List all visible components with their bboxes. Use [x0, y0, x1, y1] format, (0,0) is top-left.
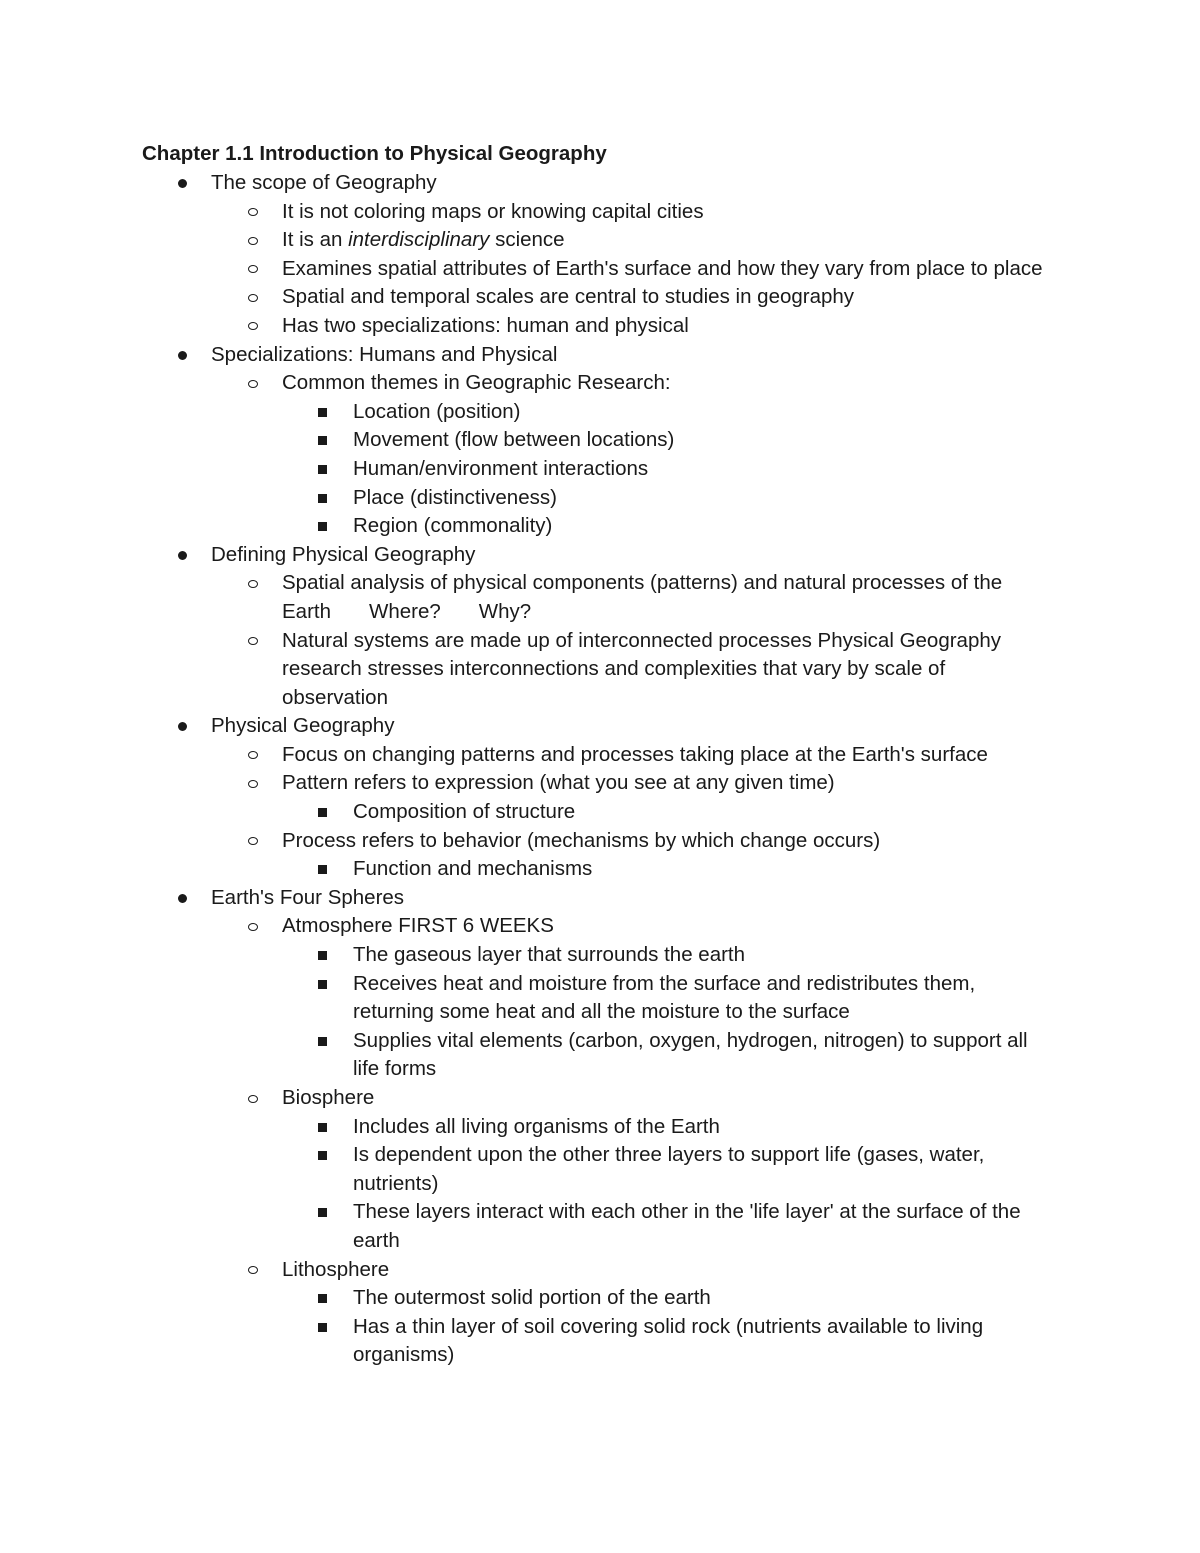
list-item [0, 455, 1058, 484]
item-text: The gaseous layer that surrounds the earth [353, 943, 746, 967]
item-text: Pattern refers to expression (what you see at any given time) [282, 771, 835, 795]
bullet-circle-icon [248, 369, 258, 398]
list-item [0, 369, 1056, 398]
list-item [0, 1027, 1058, 1084]
bullet-square-icon [318, 1113, 327, 1142]
item-text: Defining Physical Geography [211, 542, 476, 566]
bullet-disc-icon [178, 541, 187, 570]
bullet-square-icon [318, 398, 327, 427]
item-text-suffix: science [489, 228, 565, 252]
item-text: Lithosphere [282, 1257, 390, 1281]
bullet-square-icon [318, 484, 327, 513]
outline [0, 169, 1200, 1370]
item-text-prefix: It is an [282, 228, 349, 252]
bullet-disc-icon [178, 884, 187, 913]
bullet-square-icon [318, 1284, 327, 1313]
item-text: Has two specializations: human and physical [282, 313, 689, 337]
list-item [0, 512, 1058, 541]
list-item [0, 283, 1056, 312]
bullet-square-icon [318, 1141, 327, 1170]
bullet-square-icon [318, 1027, 327, 1056]
item-text: Atmosphere FIRST 6 WEEKS [282, 914, 554, 938]
bullet-square-icon [318, 970, 327, 999]
list-item [0, 569, 1056, 626]
item-text: Biosphere [282, 1086, 375, 1109]
bullet-disc-icon [178, 169, 187, 198]
list-item [0, 255, 1056, 284]
bullet-circle-icon [248, 1256, 258, 1285]
bullet-circle-icon [248, 255, 258, 284]
bullet-circle-icon [248, 827, 258, 856]
item-text: These layers interact with each other in the 'life layer' at the surface of the earth [353, 1200, 1021, 1252]
item-text: Has a thin layer of soil covering solid rock (nutrients available to living organisms) [353, 1314, 984, 1367]
bullet-circle-icon [248, 769, 258, 798]
list-item [0, 198, 1056, 227]
bullet-circle-icon [248, 741, 258, 770]
item-text: The outermost solid portion of the earth [353, 1286, 711, 1310]
bullet-circle-icon [248, 627, 258, 656]
list-item [0, 169, 1056, 198]
list-item [0, 1313, 1058, 1370]
bullet-square-icon [318, 855, 327, 884]
item-text: Spatial and temporal scales are central to studies in geography [282, 285, 855, 309]
item-text: Place (distinctiveness) [353, 485, 557, 509]
item-text: Location (position) [353, 399, 521, 423]
list-item [0, 627, 1056, 713]
list-item [0, 226, 1056, 255]
item-text: Is dependent upon the other three layers to support life (gases, water, nutrients) [353, 1143, 985, 1195]
bullet-circle-icon [248, 283, 258, 312]
list-item [0, 1113, 1058, 1142]
item-text: Spatial analysis of physical components (patterns) and natural processes of the Earth [282, 571, 1003, 623]
bullet-circle-icon [248, 569, 258, 598]
list-item [0, 1198, 1058, 1255]
item-text: Human/environment interactions [353, 456, 649, 480]
item-text: Examines spatial attributes of Earth's surface and how they vary from place to place [282, 256, 1043, 280]
item-text: The scope of Geography [211, 171, 437, 194]
bullet-square-icon [318, 455, 327, 484]
list-item [0, 741, 1056, 770]
item-text: Movement (flow between locations) [353, 428, 675, 452]
list-item [0, 941, 1058, 970]
list-item [0, 341, 1056, 370]
item-text: Region (commonality) [353, 514, 553, 538]
page-title: Chapter 1.1 Introduction to Physical Geography [142, 142, 607, 165]
why-question: Why? [478, 599, 532, 623]
bullet-circle-icon [248, 312, 258, 341]
emphasis-text: interdisciplinary [348, 228, 490, 252]
list-item [0, 769, 1056, 798]
list-item [0, 970, 1058, 1027]
list-item [0, 855, 1058, 884]
item-text: Function and mechanisms [353, 857, 593, 881]
item-text: Natural systems are made up of interconnected processes Physical Geography research stresses interconnections and complexities that vary by scale of observation [282, 628, 1002, 709]
list-item [0, 1256, 1056, 1285]
bullet-circle-icon [248, 912, 258, 941]
where-question: Where? [369, 599, 441, 623]
list-item [0, 798, 1058, 827]
bullet-circle-icon [248, 226, 258, 255]
item-text: Includes all living organisms of the Earth [353, 1114, 720, 1138]
bullet-square-icon [318, 512, 327, 541]
bullet-circle-icon [248, 1084, 258, 1113]
list-item [0, 912, 1056, 941]
item-text: Receives heat and moisture from the surface and redistributes them, returning some heat and all the moisture to the surface [353, 971, 976, 1024]
list-item [0, 398, 1058, 427]
list-item [0, 484, 1058, 513]
bullet-square-icon [318, 1313, 327, 1342]
item-text: Common themes in Geographic Research: [282, 371, 671, 395]
list-item [0, 541, 1056, 570]
item-text: Composition of structure [353, 800, 576, 824]
item-text: It is not coloring maps or knowing capital cities [282, 199, 704, 223]
item-text: Process refers to behavior (mechanisms by which change occurs) [282, 828, 881, 852]
bullet-square-icon [318, 798, 327, 827]
bullet-disc-icon [178, 341, 187, 370]
list-item [0, 1284, 1058, 1313]
list-item [0, 1084, 1056, 1113]
bullet-square-icon [318, 941, 327, 970]
list-item [0, 884, 1056, 913]
list-item [0, 426, 1058, 455]
list-item [0, 312, 1056, 341]
list-item [0, 712, 1056, 741]
bullet-disc-icon [178, 712, 187, 741]
item-text: Supplies vital elements (carbon, oxygen, hydrogen, nitrogen) to support all life forms [353, 1028, 1028, 1081]
item-text: Focus on changing patterns and processes taking place at the Earth's surface [282, 742, 988, 766]
list-item [0, 1141, 1058, 1198]
bullet-circle-icon [248, 198, 258, 227]
bullet-square-icon [318, 1198, 327, 1227]
item-text: Earth's Four Spheres [211, 885, 405, 909]
bullet-square-icon [318, 426, 327, 455]
item-text: Physical Geography [211, 714, 395, 738]
list-item [0, 827, 1056, 856]
item-text: Specializations: Humans and Physical [211, 342, 558, 366]
